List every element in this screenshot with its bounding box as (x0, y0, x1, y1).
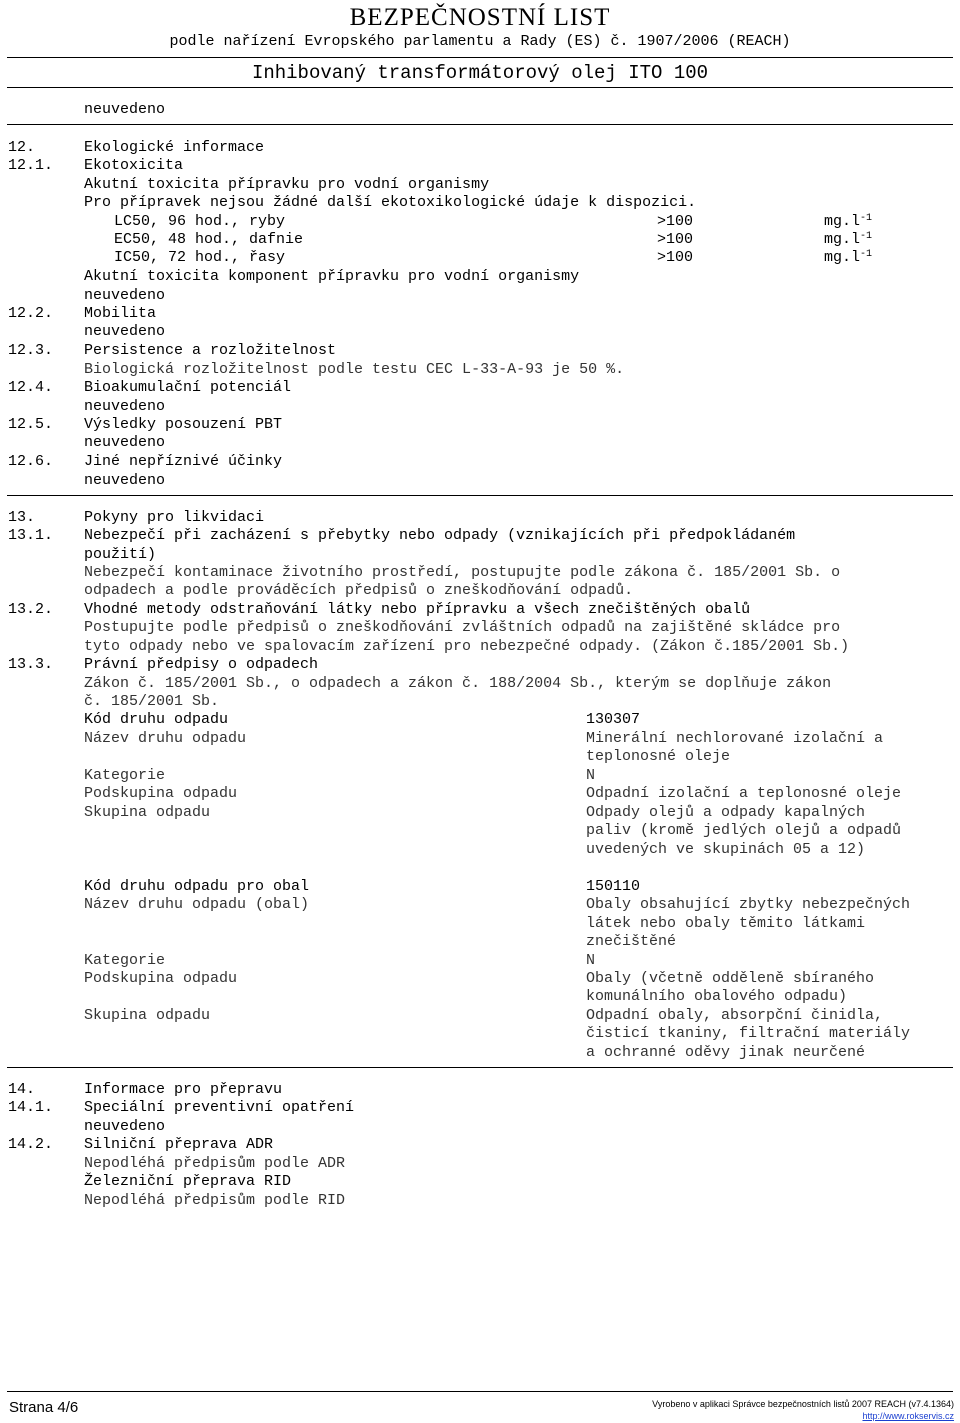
packaging-subgroup-label: Podskupina odpadu (84, 970, 238, 987)
section-13-2-text: Postupujte podle předpisů o zneškodňování zvláštních odpadů na zajištěné skládce pro (84, 619, 841, 636)
acute-toxicity-mix-heading: Akutní toxicita přípravku pro vodní organismy (84, 176, 490, 193)
section-13-1-number: 13.1. (8, 527, 54, 544)
section-13-3-text: Zákon č. 185/2001 Sb., o odpadech a zákon č. 188/2004 Sb., kterým se doplňuje zákon (84, 675, 832, 692)
section-13-2-text-cont: tyto odpady nebo ve spalovacím zařízení pro nebezpečné odpady. (Zákon č.185/2001 Sb.) (84, 638, 850, 655)
section-13-3-title: Právní předpisy o odpadech (84, 656, 319, 673)
packaging-group-value-cont: čisticí tkaniny, filtrační materiály (586, 1025, 911, 1042)
tox-row-unit-exp: -1 (860, 231, 873, 242)
section-12-5-value: neuvedeno (84, 434, 166, 451)
packaging-category-value: N (586, 952, 596, 969)
packaging-group-value-cont: a ochranné oděvy jinak neurčené (586, 1044, 866, 1061)
section-12-2-title: Mobilita (84, 305, 157, 322)
section-12-4-number: 12.4. (8, 379, 54, 396)
section-14-2-title: Silniční přeprava ADR (84, 1136, 274, 1153)
waste-code-value: 130307 (586, 711, 641, 728)
packaging-name-value-cont: znečištěné (586, 933, 677, 950)
packaging-name-value-cont: látek nebo obaly těmito látkami (586, 915, 866, 932)
section-13-3-number: 13.3. (8, 656, 54, 673)
tox-row-label: IC50, 72 hod., řasy (114, 249, 286, 266)
section-divider (7, 124, 953, 125)
document-title: BEZPEČNOSTNÍ LIST (349, 4, 611, 31)
footer-credits (652, 1398, 954, 1422)
waste-name-value: Minerální nechlorované izolační a (586, 730, 884, 747)
section-14-1-number: 14.1. (8, 1099, 54, 1116)
waste-group-value-cont: paliv (kromě jedlých olejů a odpadů (586, 822, 902, 839)
section-divider (7, 495, 953, 496)
waste-subgroup-value: Odpadní izolační a teplonosné oleje (586, 785, 902, 802)
regulation-subtitle: podle nařízení Evropského parlamentu a Rady (ES) č. 1907/2006 (REACH) (169, 33, 791, 50)
waste-category-value: N (586, 767, 596, 784)
waste-code-label: Kód druhu odpadu (84, 711, 229, 728)
generator-text: Vyrobeno v aplikaci Správce bezpečnostních listů 2007 REACH (v7.4.1364) (652, 1399, 954, 1409)
section-12-title: Ekologické informace (84, 139, 265, 156)
section-12-4-value: neuvedeno (84, 398, 166, 415)
tox-row-unit: $mg.l^{-1}$ (824, 231, 873, 248)
section-13-1-title-cont: použití) (84, 546, 157, 563)
section-12-3-value: Biologická rozložitelnost podle testu CEC L-33-A-93 je 50 %. (84, 361, 625, 378)
top-note: neuvedeno (84, 101, 166, 118)
section-13-3-text-cont: č. 185/2001 Sb. (84, 693, 220, 710)
waste-name-label: Název druhu odpadu (84, 730, 247, 747)
packaging-code-label: Kód druhu odpadu pro obal (84, 878, 310, 895)
waste-group-label: Skupina odpadu (84, 804, 211, 821)
packaging-subgroup-value: Obaly (včetně odděleně sbíraného (586, 970, 875, 987)
packaging-subgroup-value-cont: komunálního obalového odpadu) (586, 988, 848, 1005)
adr-value: Nepodléhá předpisům podle ADR (84, 1155, 346, 1172)
section-14-title: Informace pro přepravu (84, 1081, 283, 1098)
section-12-2-number: 12.2. (8, 305, 54, 322)
header-divider-bottom (7, 87, 953, 88)
website-link[interactable]: http://www.rokservis.cz (862, 1411, 954, 1421)
acute-toxicity-components-heading: Akutní toxicita komponent přípravku pro vodní organismy (84, 268, 580, 285)
section-divider (7, 1067, 953, 1068)
section-13-1-title: Nebezpečí při zacházení s přebytky nebo odpady (vznikajících při předpokládaném (84, 527, 796, 544)
waste-subgroup-label: Podskupina odpadu (84, 785, 238, 802)
section-14-1-title: Speciální preventivní opatření (84, 1099, 355, 1116)
acute-toxicity-components-value: neuvedeno (84, 287, 166, 304)
tox-row-unit-exp: -1 (860, 249, 873, 260)
packaging-code-value: 150110 (586, 878, 641, 895)
section-12-5-number: 12.5. (8, 416, 54, 433)
tox-row-unit: $mg.l^{-1}$ (824, 213, 873, 230)
section-13-title: Pokyny pro likvidaci (84, 509, 265, 526)
tox-row-value: >100 (657, 249, 694, 266)
section-13-1-text: Nebezpečí kontaminace životního prostředí, postupujte podle zákona č. 185/2001 Sb. o (84, 564, 841, 581)
packaging-group-value: Odpadní obaly, absorpční činidla, (586, 1007, 884, 1024)
waste-name-value-cont: teplonosné oleje (586, 748, 731, 765)
section-14-number: 14. (8, 1081, 36, 1098)
packaging-category-label: Kategorie (84, 952, 166, 969)
tox-row-label: LC50, 96 hod., ryby (114, 213, 286, 230)
section-12-6-value: neuvedeno (84, 472, 166, 489)
section-13-2-number: 13.2. (8, 601, 54, 618)
rid-title: Železniční přeprava RID (84, 1173, 292, 1190)
section-12-6-number: 12.6. (8, 453, 54, 470)
section-14-2-number: 14.2. (8, 1136, 54, 1153)
section-12-2-value: neuvedeno (84, 323, 166, 340)
no-data-text: Pro přípravek nejsou žádné další ekotoxikologické údaje k dispozici. (84, 194, 697, 211)
section-12-5-title: Výsledky posouzení PBT (84, 416, 283, 433)
tox-row-label: EC50, 48 hod., dafnie (114, 231, 304, 248)
page-number: Strana 4/6 (9, 1399, 79, 1416)
section-12-number: 12. (8, 139, 36, 156)
tox-row-value: >100 (657, 231, 694, 248)
section-12-3-title: Persistence a rozložitelnost (84, 342, 337, 359)
section-12-6-title: Jiné nepříznivé účinky (84, 453, 283, 470)
section-13-1-text-cont: odpadech a podle prováděcích předpisů o zneškodňování odpadů. (84, 582, 634, 599)
packaging-group-label: Skupina odpadu (84, 1007, 211, 1024)
section-13-number: 13. (8, 509, 36, 526)
waste-group-value: Odpady olejů a odpady kapalných (586, 804, 866, 821)
packaging-name-value: Obaly obsahující zbytky nebezpečných (586, 896, 911, 913)
packaging-name-label: Název druhu odpadu (obal) (84, 896, 310, 913)
tox-row-unit-exp: -1 (860, 213, 873, 224)
header-divider (7, 57, 953, 58)
section-12-4-title: Bioakumulační potenciál (84, 379, 292, 396)
footer-divider (7, 1391, 953, 1392)
section-13-2-title: Vhodné metody odstraňování látky nebo přípravku a všech znečištěných obalů (84, 601, 751, 618)
section-14-1-value: neuvedeno (84, 1118, 166, 1135)
waste-group-value-cont: uvedených ve skupinách 05 a 12) (586, 841, 866, 858)
section-12-1-number: 12.1. (8, 157, 54, 174)
tox-row-unit: $mg.l^{-1}$ (824, 249, 873, 266)
section-12-1-title: Ekotoxicita (84, 157, 184, 174)
product-name: Inhibovaný transformátorový olej ITO 100 (251, 62, 709, 84)
waste-category-label: Kategorie (84, 767, 166, 784)
section-12-3-number: 12.3. (8, 342, 54, 359)
tox-row-value: >100 (657, 213, 694, 230)
rid-value: Nepodléhá předpisům podle RID (84, 1192, 346, 1209)
